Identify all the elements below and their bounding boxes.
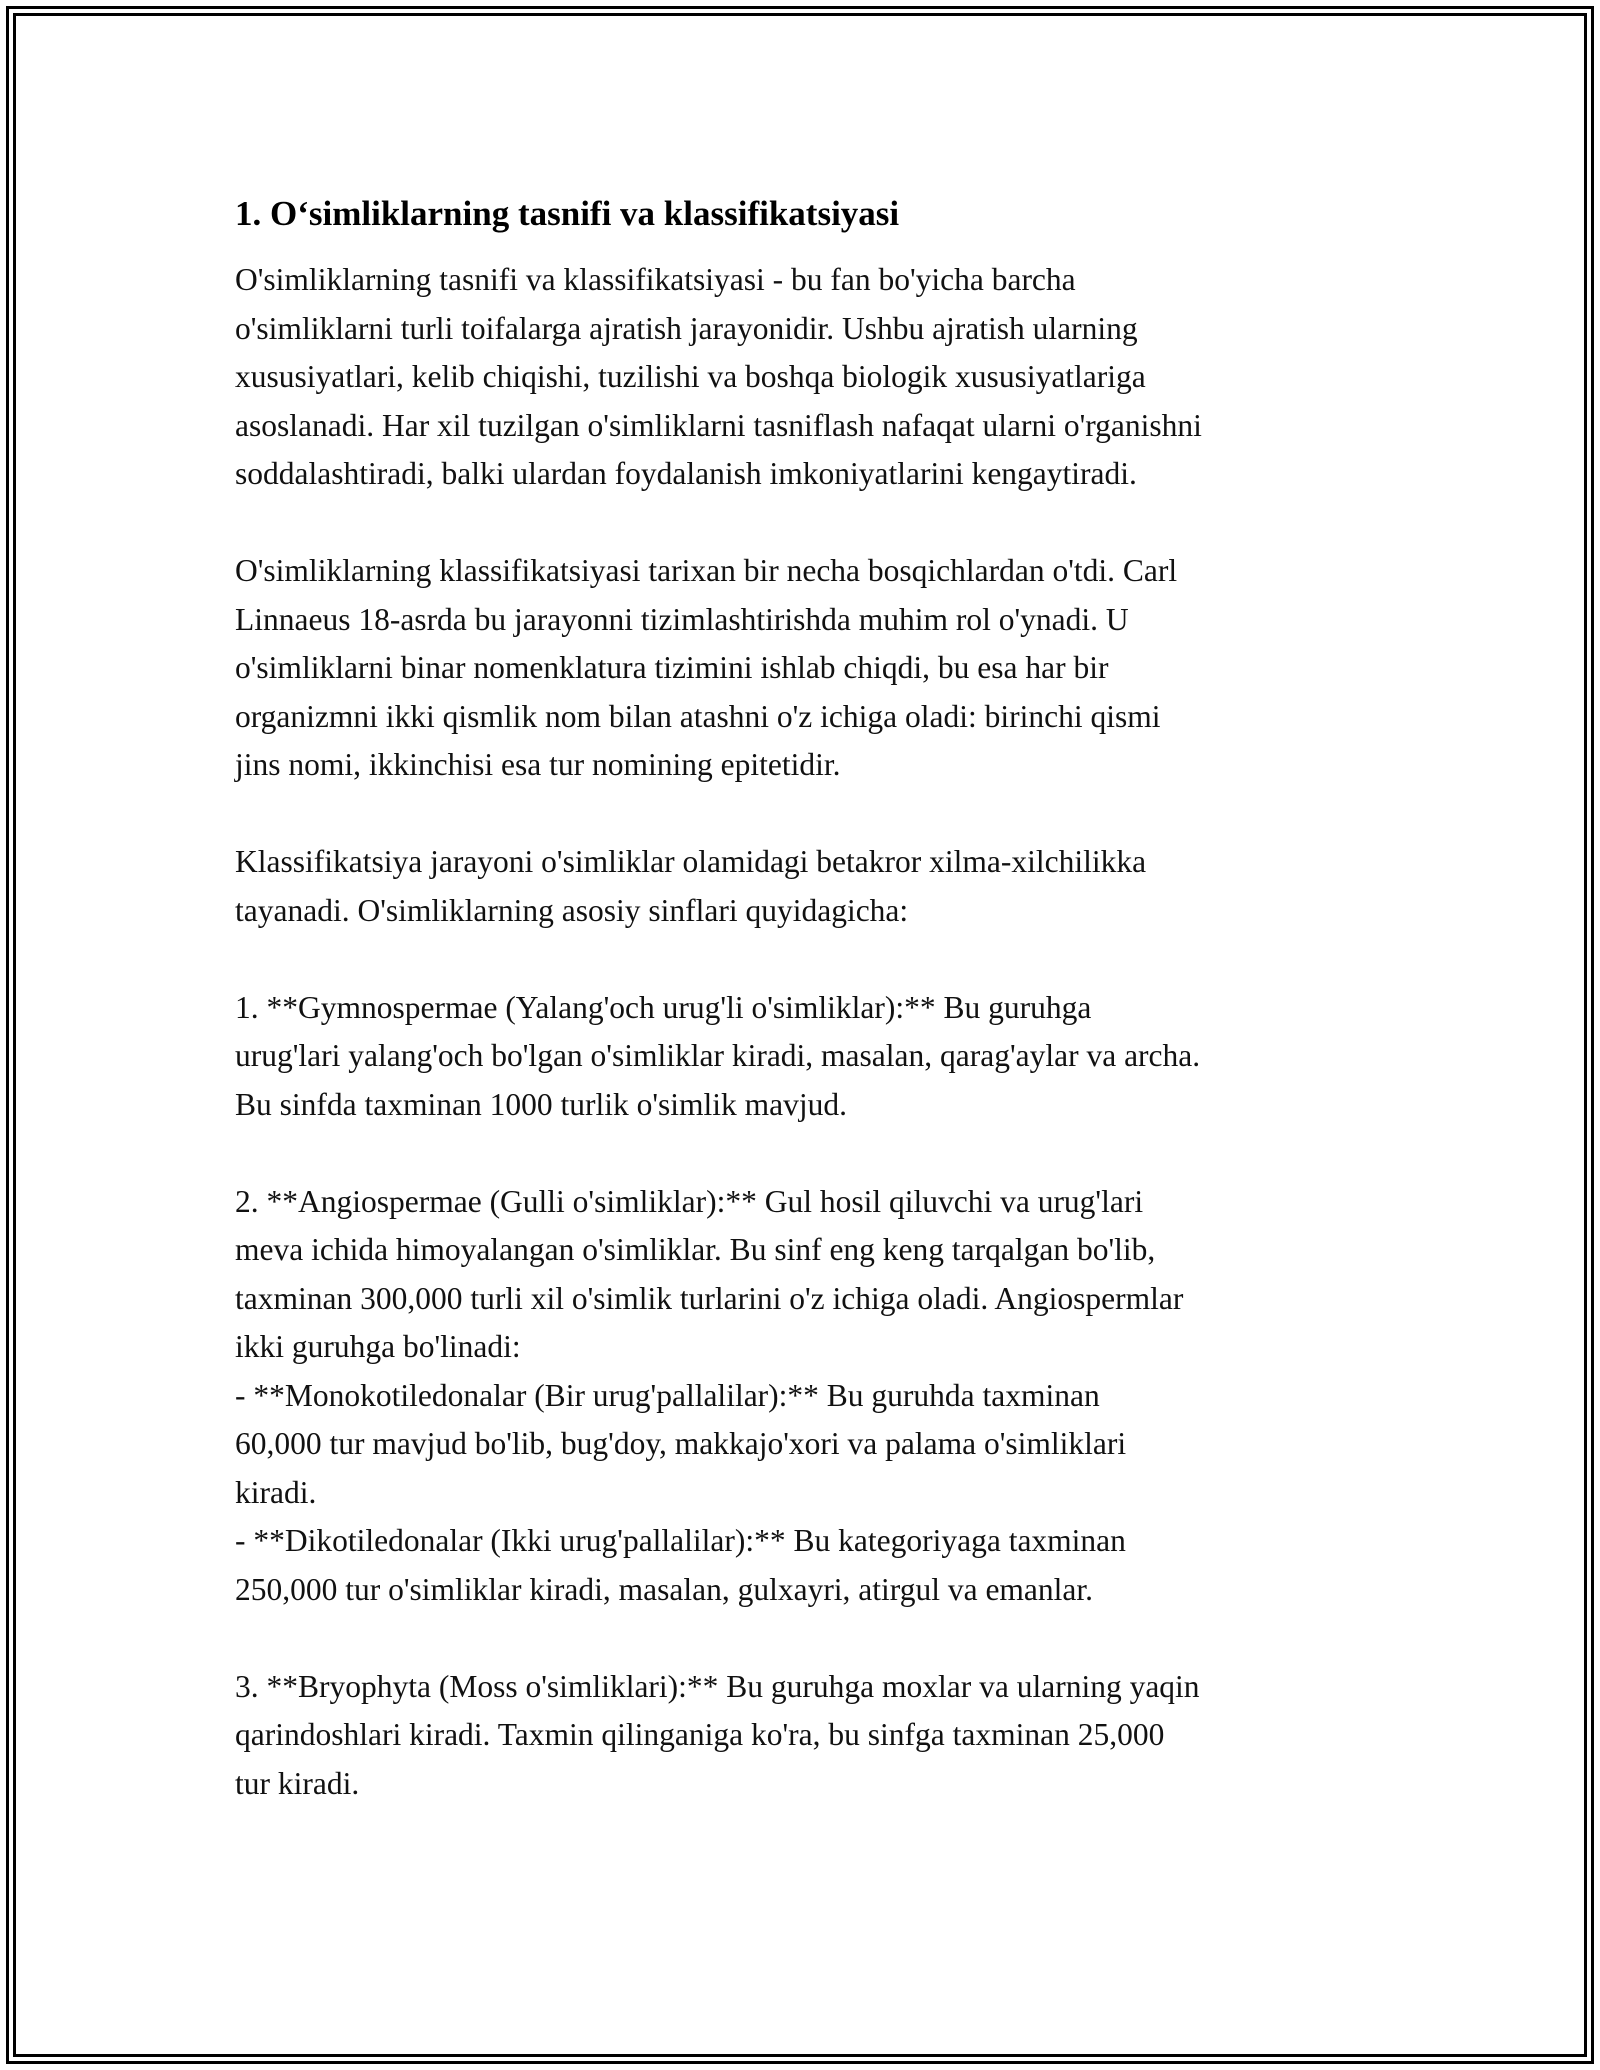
paragraph-gap (235, 1614, 1370, 1663)
list-item-gymnospermae: 1. **Gymnospermae (Yalang'och urug'li o'simliklar):** Bu guruhga urug'lari yalang'och bo'lgan o'simliklar kiradi, masalan, qarag'aylar va archa. Bu sinfda taxminan 1000 turlik o'simlik mavjud. (235, 989, 1201, 1122)
paragraph-intro: O'simliklarning tasnifi va klassifikatsiyasi - bu fan bo'yicha barcha o'simliklarni turli toifalarga ajratish jarayonidir. Ushbu ajratish ularning xususiyatlari, kelib chiqishi, tuzilishi va boshqa biologik xususiyatlariga asoslanadi. Har xil tuzilgan o'simliklarni tasniflash nafaqat ularni o'rganishni soddalashtiradi, balki ulardan foydalanish imkoniyatlarini kengaytiradi. (235, 262, 1202, 491)
paragraph-gap (235, 935, 1370, 984)
paragraph-gap (235, 790, 1370, 839)
list-item-angiospermae: 2. **Angiospermae (Gulli o'simliklar):** Gul hosil qiluvchi va urug'lari meva ichida himoyalangan o'simliklar. Bu sinf eng keng tarqalgan bo'lib, taxminan 300,000 turli xil o'simlik turlarini o'z ichiga oladi. Angiospermlar ikki guruhga bo'linadi: - **Monokotiledonalar (Bir urug'pallalilar):** Bu guruhda taxminan 60,000 tur mavjud bo'lib, bug'doy, makkajo'xori va palama o'simliklari kiradi. - **Dikotiledonalar (Ikki urug'pallalilar):** Bu kategoriyaga taxminan 250,000 tur o'simliklar kiradi, masalan, gulxayri, atirgul va emanlar. (235, 1183, 1184, 1607)
list-item-bryophyta: 3. **Bryophyta (Moss o'simliklari):** Bu guruhga moxlar va ularning yaqin qarindoshlari kiradi. Taxmin qilinganiga ko'ra, bu sinfga taxminan 25,000 tur kiradi. (235, 1668, 1200, 1801)
paragraph-classes-intro: Klassifikatsiya jarayoni o'simliklar olamidagi betakror xilma-xilchilikka tayanadi. O'simliklarning asosiy sinflari quyidagicha: (235, 844, 1147, 928)
paragraph-history: O'simliklarning klassifikatsiyasi tarixan bir necha bosqichlardan o'tdi. Carl Linnaeus 18-asrda bu jarayonni tizimlashtirishda muhim rol o'ynadi. U o'simliklarni binar nomenklatura tizimini ishlab chiqdi, bu esa har bir organizmni ikki qismlik nom bilan atashni o'z ichiga oladi: birinchi qismi jins nomi, ikkinchisi esa tur nomining epitetidir. (235, 553, 1178, 782)
document-body (235, 186, 1370, 1808)
paragraph-gap (235, 499, 1370, 548)
paragraph-gap (235, 1129, 1370, 1178)
section-title: 1. O‘simliklarning tasnifi va klassifikatsiyasi (235, 194, 900, 233)
